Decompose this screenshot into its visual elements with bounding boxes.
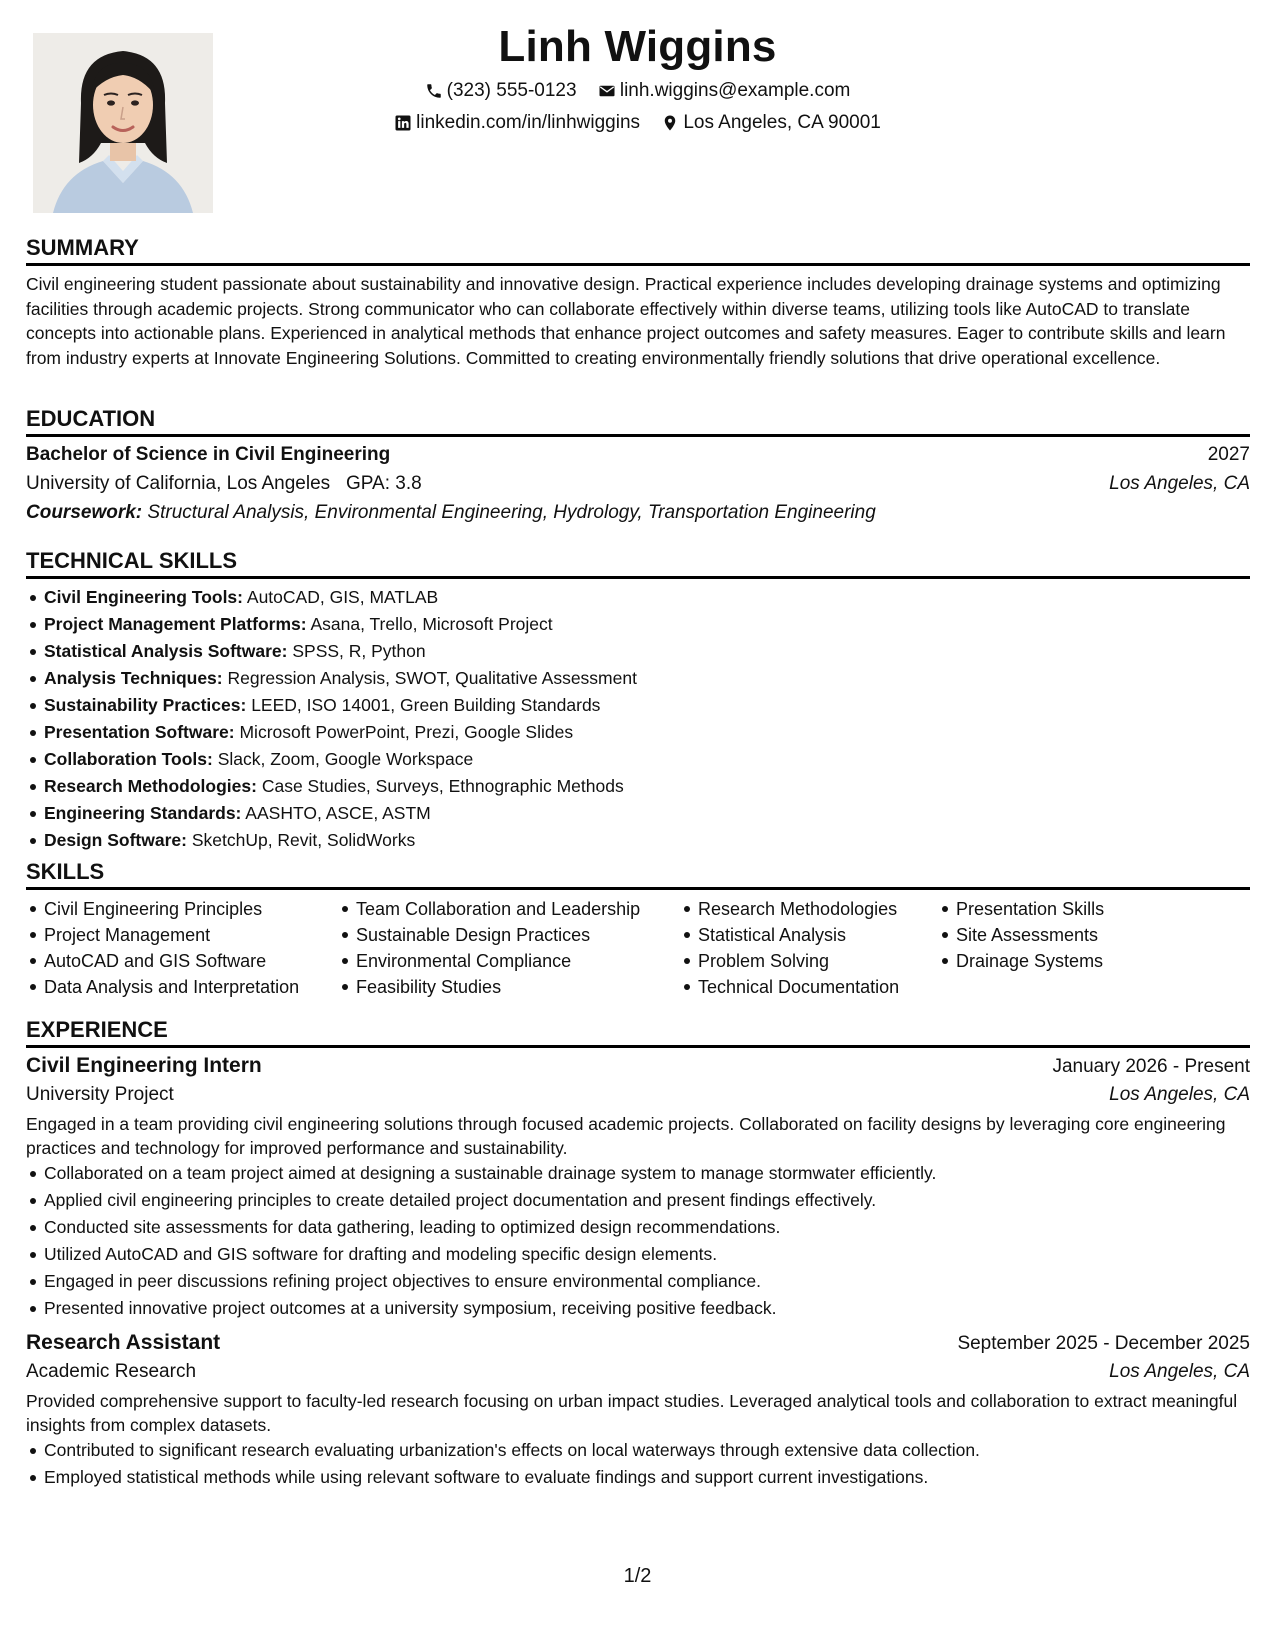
job-bullets xyxy=(26,1160,1250,1322)
email-contact[interactable] xyxy=(598,80,851,102)
job-entry xyxy=(26,1331,1250,1491)
school-name: University of California, Los Angeles xyxy=(26,473,331,494)
degree-row xyxy=(26,444,1250,466)
job-description: Engaged in a team providing civil engineering solutions through focused academic projects. Collaborated on facility designs by leveraging core engineering practices and technology for improved performance and sustainability. xyxy=(26,1114,1226,1158)
phone-contact[interactable] xyxy=(425,80,577,102)
coursework xyxy=(26,502,1250,524)
list-item: Drainage Systems xyxy=(956,948,1156,974)
summary-text: Civil engineering student passionate about sustainability and innovative design. Practical experience includes developing drainage systems and optimizing facilities through academic projects. Strong communicator who can collaborate effectively within diverse teams, utilizing tools like AutoCAD to translate concepts into actionable plans. Experienced in analytical methods that enhance project outcomes and safety measures. Eager to contribute skills and learn from industry experts at Innovate Engineering Solutions. Committed to creating environmentally friendly solutions that drive operational excellence. xyxy=(26,274,1226,368)
list-item: Sustainability Practices: LEED, ISO 14001, Green Building Standards xyxy=(44,692,1250,719)
contact-row-secondary xyxy=(0,112,1275,138)
job-description: Provided comprehensive support to faculty-led research focusing on urban impact studies. Leveraged analytical tools and collaboration to extract meaningful insights from complex datasets. xyxy=(26,1391,1238,1435)
graduation-year: 2027 xyxy=(1207,444,1250,465)
list-item: Conducted site assessments for data gathering, leading to optimized design recommendations. xyxy=(44,1214,1250,1241)
list-item: Analysis Techniques: Regression Analysis, SWOT, Qualitative Assessment xyxy=(44,665,1250,692)
section-divider xyxy=(26,576,1250,579)
job-dates: September 2025 - December 2025 xyxy=(957,1333,1250,1354)
job-org: University Project xyxy=(26,1084,174,1105)
job-title: Research Assistant xyxy=(26,1331,221,1354)
section-divider xyxy=(26,1045,1250,1048)
phone-text: (323) 555-0123 xyxy=(446,80,577,101)
list-item: Statistical Analysis Software: SPSS, R, Python xyxy=(44,638,1250,665)
job-header xyxy=(26,1331,1250,1355)
list-item: Technical Documentation xyxy=(698,974,938,1000)
school-info xyxy=(26,473,422,495)
job-dates: January 2026 - Present xyxy=(1052,1056,1250,1077)
school-row xyxy=(26,473,1250,495)
location-text: Los Angeles, CA 90001 xyxy=(683,112,881,133)
linkedin-contact[interactable] xyxy=(394,112,640,134)
list-item: Statistical Analysis xyxy=(698,922,938,948)
list-item: AutoCAD and GIS Software xyxy=(44,948,338,974)
page-number: 1/2 xyxy=(623,1565,652,1587)
section-title: SUMMARY xyxy=(26,235,139,260)
list-item: Research Methodologies xyxy=(698,896,938,922)
candidate-name: Linh Wiggins xyxy=(498,22,777,71)
envelope-icon xyxy=(598,82,616,100)
school-location: Los Angeles, CA xyxy=(1109,473,1250,494)
job-subheader xyxy=(26,1361,1250,1383)
section-divider xyxy=(26,434,1250,437)
list-item: Data Analysis and Interpretation xyxy=(44,974,338,1000)
job-location: Los Angeles, CA xyxy=(1109,1361,1250,1382)
list-item: Applied civil engineering principles to create detailed project documentation and present findings effectively. xyxy=(44,1187,1250,1214)
list-item: Collaborated on a team project aimed at designing a sustainable drainage system to manage stormwater efficiently. xyxy=(44,1160,1250,1187)
list-item: Design Software: SketchUp, Revit, SolidWorks xyxy=(44,827,1250,854)
list-item: Problem Solving xyxy=(698,948,938,974)
list-item: Feasibility Studies xyxy=(356,974,680,1000)
gpa: GPA: 3.8 xyxy=(346,473,422,494)
section-divider xyxy=(26,887,1250,890)
section-title: EDUCATION xyxy=(26,406,156,431)
summary-section xyxy=(26,233,1250,370)
list-item: Engaged in peer discussions refining project objectives to ensure environmental compliance. xyxy=(44,1268,1250,1295)
job-entry xyxy=(26,1054,1250,1322)
section-title: SKILLS xyxy=(26,859,105,884)
location-contact xyxy=(661,112,881,134)
skills-column xyxy=(680,896,938,1000)
list-item: Collaboration Tools: Slack, Zoom, Google Workspace xyxy=(44,746,1250,773)
list-item: Civil Engineering Tools: AutoCAD, GIS, MATLAB xyxy=(44,584,1250,611)
list-item: Presentation Skills xyxy=(956,896,1156,922)
job-title: Civil Engineering Intern xyxy=(26,1054,262,1077)
job-bullets xyxy=(26,1437,1250,1491)
linkedin-icon xyxy=(394,114,412,132)
linkedin-text: linkedin.com/in/linhwiggins xyxy=(416,112,641,133)
list-item: Project Management xyxy=(44,922,338,948)
coursework-list: Structural Analysis, Environmental Engineering, Hydrology, Transportation Engineering xyxy=(147,502,876,523)
section-divider xyxy=(26,263,1250,266)
skills-column xyxy=(938,896,1156,1000)
map-pin-icon xyxy=(661,114,679,132)
skills-section xyxy=(26,857,1250,1000)
degree-name: Bachelor of Science in Civil Engineering xyxy=(26,444,391,465)
job-header xyxy=(26,1054,1250,1078)
coursework-label: Coursework: xyxy=(26,502,143,523)
list-item: Employed statistical methods while using relevant software to evaluate findings and support current investigations. xyxy=(44,1464,1250,1491)
job-org: Academic Research xyxy=(26,1361,197,1382)
list-item: Contributed to significant research evaluating urbanization's effects on local waterways through extensive data collection. xyxy=(44,1437,1250,1464)
list-item: Civil Engineering Principles xyxy=(44,896,338,922)
list-item: Site Assessments xyxy=(956,922,1156,948)
email-text: linh.wiggins@example.com xyxy=(619,80,851,101)
education-section xyxy=(26,404,1250,524)
list-item: Environmental Compliance xyxy=(356,948,680,974)
technical-skills-section xyxy=(26,546,1250,854)
list-item: Presented innovative project outcomes at a university symposium, receiving positive feedback. xyxy=(44,1295,1250,1322)
job-location: Los Angeles, CA xyxy=(1109,1084,1250,1105)
skills-column xyxy=(338,896,680,1000)
skills-column xyxy=(26,896,338,1000)
contact-row-primary xyxy=(0,80,1275,106)
list-item: Team Collaboration and Leadership xyxy=(356,896,680,922)
section-title: TECHNICAL SKILLS xyxy=(26,548,238,573)
list-item: Sustainable Design Practices xyxy=(356,922,680,948)
job-subheader xyxy=(26,1084,1250,1106)
list-item: Project Management Platforms: Asana, Trello, Microsoft Project xyxy=(44,611,1250,638)
section-title: EXPERIENCE xyxy=(26,1017,168,1042)
list-item: Research Methodologies: Case Studies, Surveys, Ethnographic Methods xyxy=(44,773,1250,800)
experience-section xyxy=(26,1015,1250,1491)
skills-grid xyxy=(26,896,1250,1000)
technical-skills-list xyxy=(26,584,1250,854)
list-item: Presentation Software: Microsoft PowerPoint, Prezi, Google Slides xyxy=(44,719,1250,746)
list-item: Engineering Standards: AASHTO, ASCE, ASTM xyxy=(44,800,1250,827)
phone-icon xyxy=(425,82,443,100)
list-item: Utilized AutoCAD and GIS software for drafting and modeling specific design elements. xyxy=(44,1241,1250,1268)
